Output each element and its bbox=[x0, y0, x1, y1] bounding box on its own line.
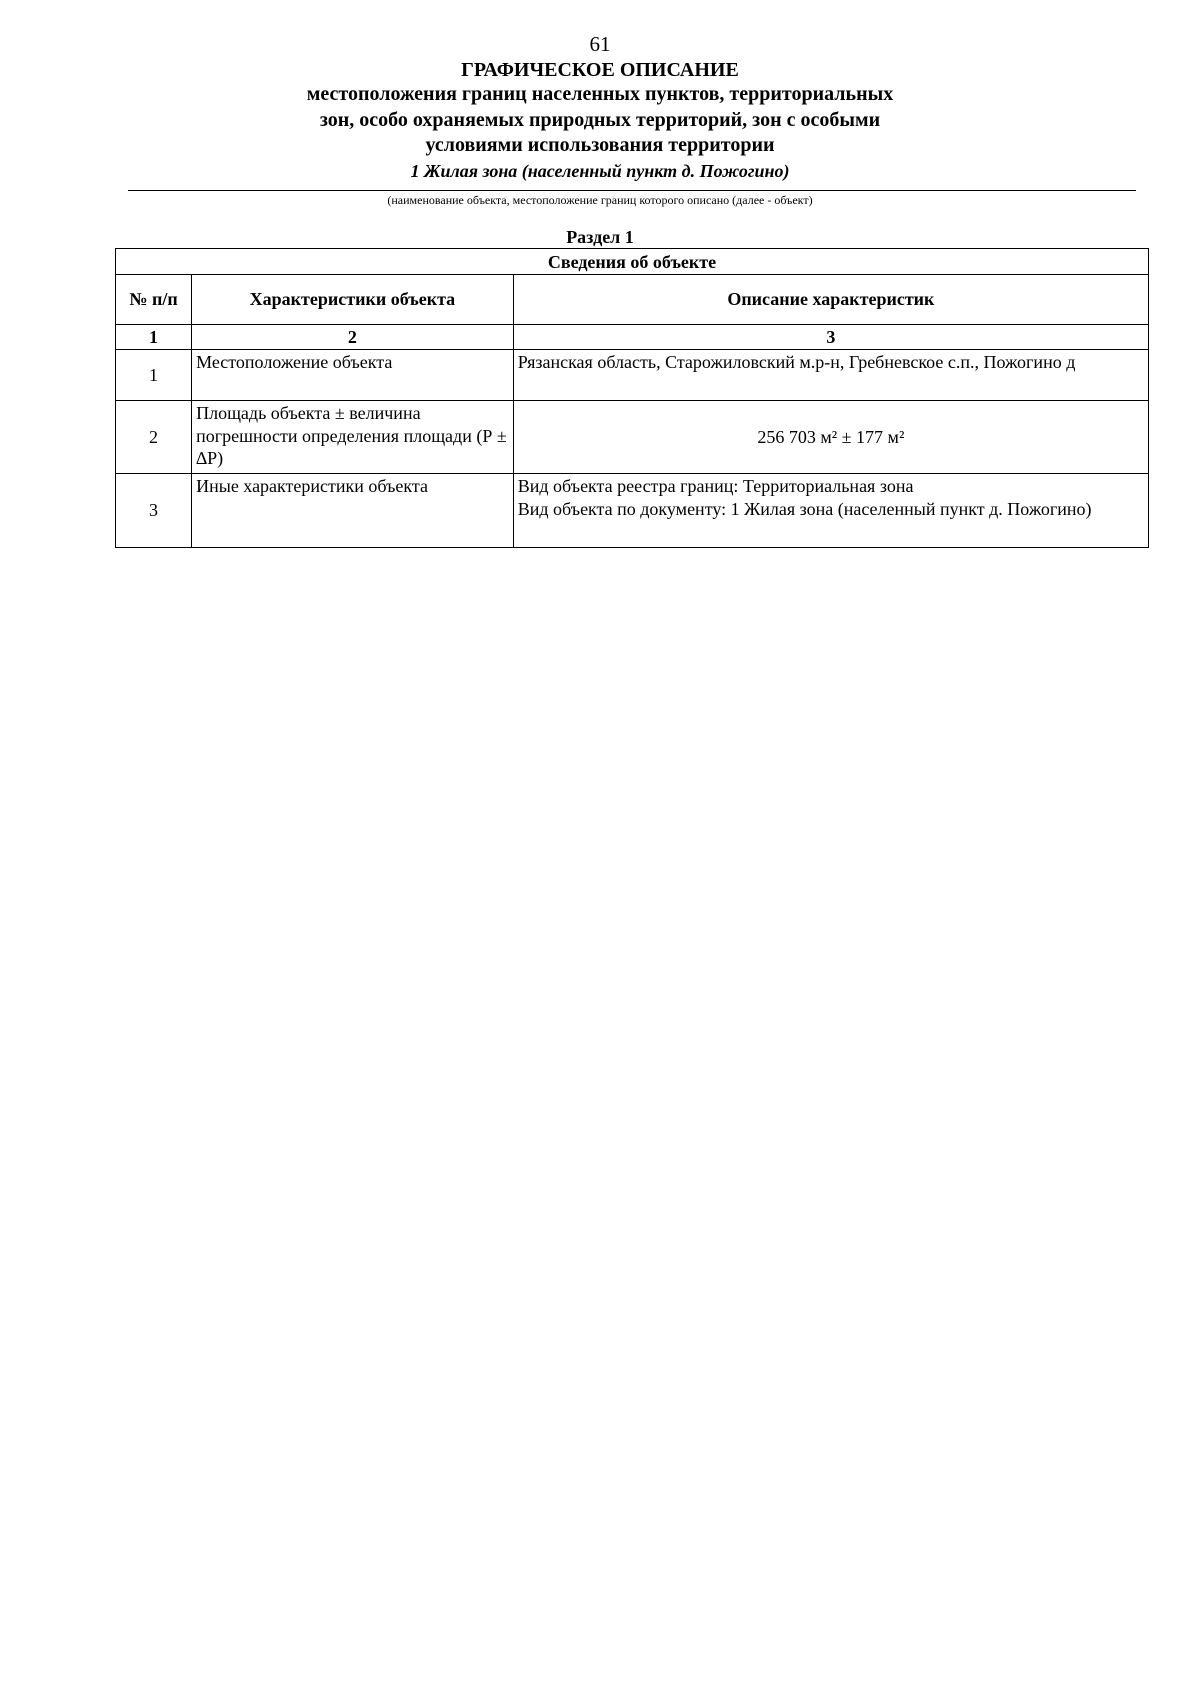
description-line: Вид объекта реестра границ: Территориальная зона bbox=[517, 476, 914, 496]
characteristic-cell: Площадь объекта ± величина погрешности определения площади (Р ± ∆Р) bbox=[192, 401, 514, 474]
characteristic-cell: Местоположение объекта bbox=[192, 350, 514, 401]
column-header-number: № п/п bbox=[116, 275, 192, 325]
table-row bbox=[116, 474, 1149, 548]
description-line: Вид объекта по документу: 1 Жилая зона (населенный пункт д. Пожогино) bbox=[517, 498, 1092, 519]
column-header-description: Описание характеристик bbox=[513, 275, 1148, 325]
document-title: ГРАФИЧЕСКОЕ ОПИСАНИЕ bbox=[461, 59, 739, 81]
row-number: 3 bbox=[116, 474, 192, 548]
row-number: 2 bbox=[116, 401, 192, 474]
column-header-characteristic: Характеристики объекта bbox=[192, 275, 514, 325]
column-number-2: 2 bbox=[192, 325, 514, 350]
row-number: 1 bbox=[116, 350, 192, 401]
document-subtitle-line-1: местоположения границ населенных пунктов, территориальных bbox=[306, 83, 894, 105]
object-name: 1 Жилая зона (населенный пункт д. Пожогино) bbox=[410, 160, 790, 181]
document-subtitle-line-2: зон, особо охраняемых природных территорий, зон с особыми bbox=[319, 108, 881, 131]
description-cell: 256 703 м² ± 177 м² bbox=[513, 401, 1148, 474]
description-cell: Рязанская область, Старожиловский м.р-н, Гребневское с.п., Пожогино д bbox=[513, 350, 1148, 401]
column-number-1: 1 bbox=[116, 325, 192, 350]
description-cell bbox=[513, 474, 1148, 548]
object-info-table bbox=[115, 248, 1149, 548]
characteristic-cell: Иные характеристики объекта bbox=[192, 474, 514, 548]
object-name-underline bbox=[128, 190, 1136, 191]
table-row bbox=[116, 401, 1149, 474]
document-subtitle-line-3: условиями использования территории bbox=[425, 134, 775, 156]
column-number-3: 3 bbox=[513, 325, 1148, 350]
section-title: Раздел 1 bbox=[566, 227, 634, 247]
document-title-block bbox=[0, 58, 1200, 183]
page-number: 61 bbox=[589, 32, 611, 56]
table-caption: Сведения об объекте bbox=[116, 249, 1149, 275]
table-row bbox=[116, 350, 1149, 401]
object-name-caption: (наименование объекта, местоположение границ которого описано (далее - объект) bbox=[387, 193, 813, 207]
